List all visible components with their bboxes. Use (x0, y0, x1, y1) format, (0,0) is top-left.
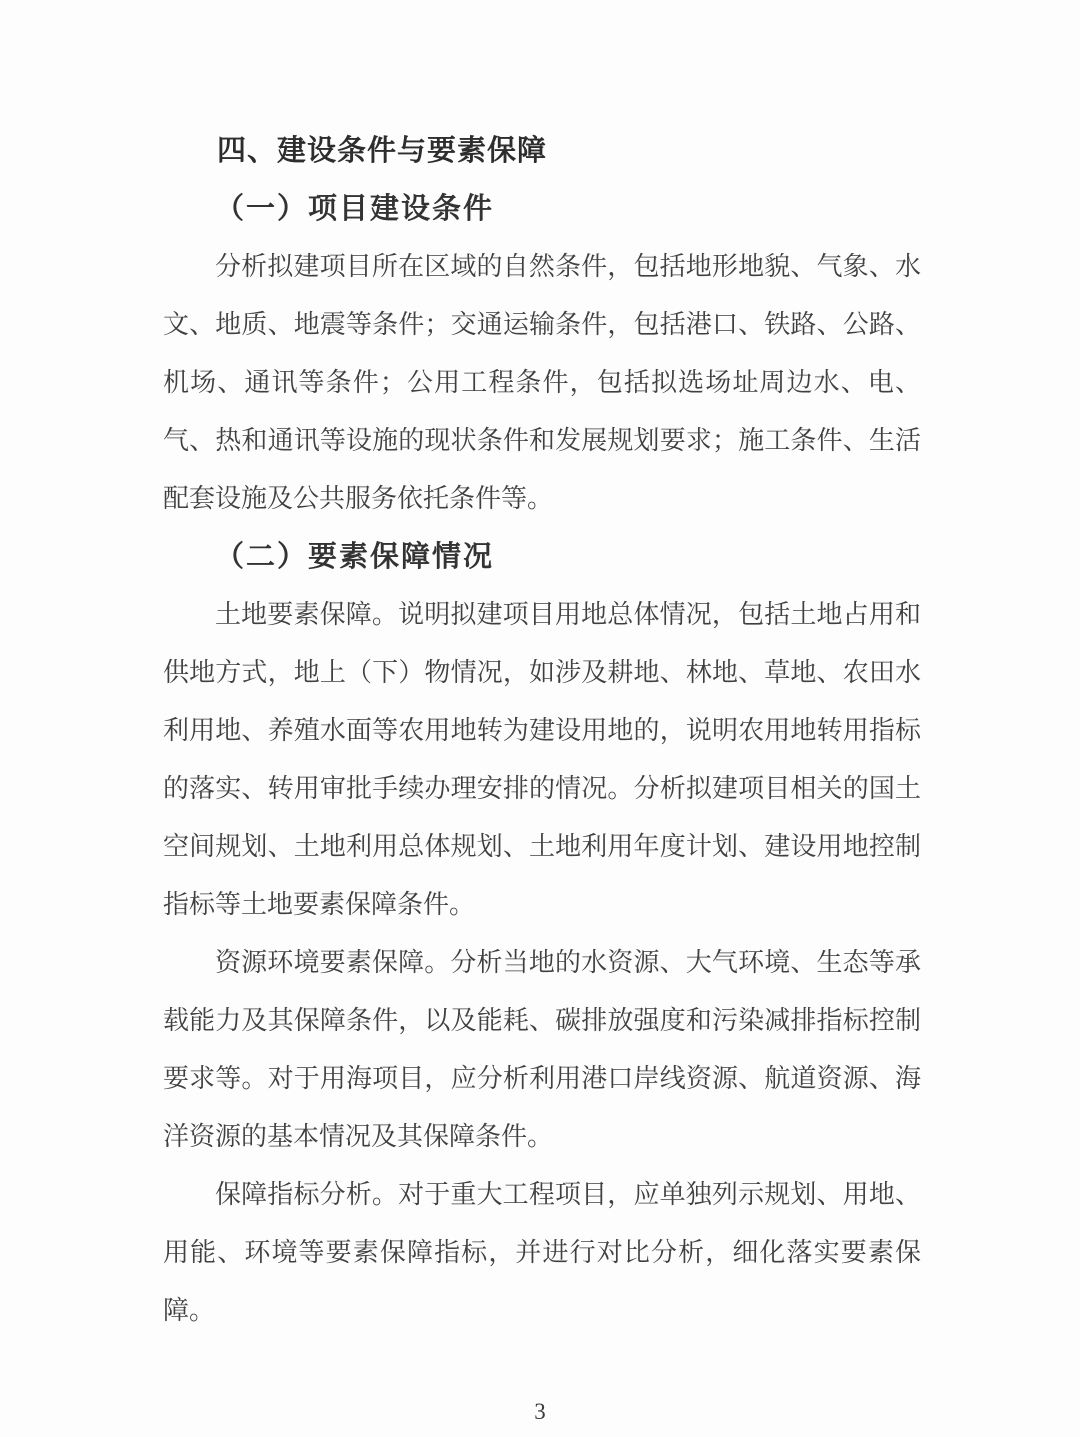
paragraph-building-conditions: 分析拟建项目所在区域的自然条件，包括地形地貌、气象、水文、地质、地震等条件；交通运输条件，包括港口、铁路、公路、机场、通讯等条件；公用工程条件，包括拟选场址周边水、电、气、热和通讯等设施的现状条件和发展规划要求；施工条件、生活配套设施及公共服务依托条件等。 (163, 252, 921, 513)
paragraph-indicator-analysis: 保障指标分析。对于重大工程项目，应单独列示规划、用地、用能、环境等要素保障指标，并进行对比分析，细化落实要素保障。 (163, 1180, 921, 1325)
subsection-heading-2: （二）要素保障情况 (215, 541, 495, 573)
section-heading: 四、建设条件与要素保障 (217, 135, 548, 167)
document-content (163, 122, 921, 1340)
subsection-heading-1: （一）项目建设条件 (215, 193, 495, 225)
page-number: 3 (534, 1399, 546, 1424)
paragraph-land-guarantee: 土地要素保障。说明拟建项目用地总体情况，包括土地占用和供地方式，地上（下）物情况，如涉及耕地、林地、草地、农田水利用地、养殖水面等农用地转为建设用地的，说明农用地转用指标的落实、转用审批手续办理安排的情况。分析拟建项目相关的国土空间规划、土地利用总体规划、土地利用年度计划、建设用地控制指标等土地要素保障条件。 (163, 600, 921, 919)
paragraph-resource-environment-guarantee: 资源环境要素保障。分析当地的水资源、大气环境、生态等承载能力及其保障条件，以及能耗、碳排放强度和污染减排指标控制要求等。对于用海项目，应分析利用港口岸线资源、航道资源、海洋资源的基本情况及其保障条件。 (163, 948, 921, 1151)
